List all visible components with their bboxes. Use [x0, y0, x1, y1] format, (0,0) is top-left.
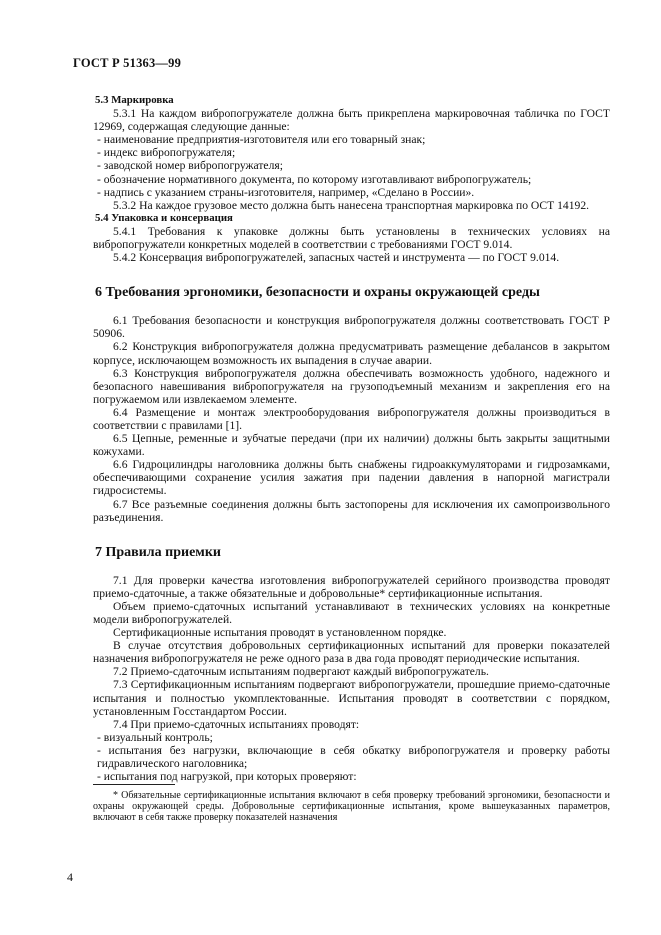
document-header: ГОСТ Р 51363—99 — [73, 56, 182, 70]
list-item: - испытания под нагрузкой, при которых проверяют: — [97, 770, 357, 784]
list-item: - заводской номер вибропогружателя; — [97, 159, 283, 173]
page-content — [93, 94, 610, 783]
list-item: - визуальный контроль; — [97, 730, 213, 744]
list-item: - индекс вибропогружателя; — [97, 146, 236, 160]
paragraph-7-4: 7.4 При приемо-сдаточных испытаниях проводят: — [113, 717, 360, 731]
footnote: * Обязательные сертификационные испытания включают в себя проверку требований эргономики, безопасности и охраны окружающей среды. Добровольные сертификационные испытания, кроме вышеуказанных параметров, включают в себя также проверку показателей назначения — [93, 790, 610, 824]
list-item: - надпись с указанием страны-изготовителя, например, «Сделано в России». — [97, 185, 475, 199]
paragraph-5-4-2: 5.4.2 Консервация вибропогружателей, запасных частей и инструмента — по ГОСТ 9.014. — [113, 251, 560, 265]
footnote-divider — [93, 784, 175, 785]
paragraph-5-3-1: 5.3.1 На каждом вибропогружателе должна быть прикреплена маркировочная табличка по ГОСТ 12969, содержащая следующие данные: — [93, 107, 610, 134]
paragraph-6-7: 6.7 Все разъемные соединения должны быть застопорены для исключения их самопроизвольного разъединения. — [93, 497, 610, 524]
paragraph-7-1-periodic: В случае отсутствия добровольных сертификационных испытаний для проверки показателей назначения вибропогружателя не реже одного раза в два года проводят периодические испытания. — [93, 639, 610, 666]
paragraph-7-3: 7.3 Сертификационным испытаниям подвергают вибропогружатели, прошедшие приемо-сдаточные испытания и полностью укомплектованные. Испытания проводят в соответствии с порядком, установленным Госстандартом России. — [93, 678, 610, 718]
list-item: - обозначение нормативного документа, по которому изготавливают вибропогружатель; — [97, 172, 532, 186]
paragraph-7-1-certification: Сертификационные испытания проводят в установленном порядке. — [113, 626, 447, 640]
section-5-3-title: 5.3 Маркировка — [95, 94, 174, 106]
paragraph-6-2: 6.2 Конструкция вибропогружателя должна предусматривать размещение дебалансов в закрытом корпусе, исключающем возможность их выпадения в случае аварии. — [93, 340, 610, 367]
list-item: - испытания без нагрузки, включающие в себя обкатку вибропогружателя и проверку работы гидравлического наголовника; — [97, 743, 610, 771]
paragraph-6-3: 6.3 Конструкция вибропогружателя должна обеспечивать возможность удобного, надежного и безопасного навешивания вибропогружателя на грузоподъемный механизм и закрепления его на погружаемом или извлекаемом элементе. — [93, 366, 610, 406]
paragraph-6-5: 6.5 Цепные, ременные и зубчатые передачи (при их наличии) должны быть закрыты защитными кожухами. — [93, 432, 610, 459]
paragraph-7-1: 7.1 Для проверки качества изготовления вибропогружателей серийного производства проводят приемо-сдаточные, а также обязательные и добровольные* сертификационные испытания. — [93, 573, 610, 600]
paragraph-6-6: 6.6 Гидроцилиндры наголовника должны быть снабжены гидроаккумуляторами и гидрозамками, обеспечивающими сохранение усилия зажатия при падении давления в напорной магистрали гидросистемы. — [93, 458, 610, 498]
section-6-heading: 6 Требования эргономики, безопасности и охраны окружающей среды — [95, 285, 540, 301]
paragraph-7-1-scope: Объем приемо-сдаточных испытаний устанавливают в технических условиях на конкретные модели вибропогружателей. — [93, 599, 610, 626]
paragraph-5-3-2: 5.3.2 На каждое грузовое место должна быть нанесена транспортная маркировка по ОСТ 14192. — [113, 198, 590, 212]
page-number: 4 — [67, 870, 73, 884]
paragraph-6-4: 6.4 Размещение и монтаж электрооборудования вибропогружателя должны производиться в соответствии с правилами [1]. — [93, 405, 610, 432]
paragraph-5-4-1: 5.4.1 Требования к упаковке должны быть установлены в технических условиях на вибропогружатели конкретных моделей в соответствии с требованиями ГОСТ 9.014. — [93, 224, 610, 252]
paragraph-7-2: 7.2 Приемо-сдаточным испытаниям подвергают каждый вибропогружатель. — [113, 665, 489, 679]
paragraph-6-1: 6.1 Требования безопасности и конструкция вибропогружателя должны соответствовать ГОСТ Р 50906. — [93, 314, 610, 341]
list-item: - наименование предприятия-изготовителя или его товарный знак; — [97, 133, 426, 147]
section-5-4-title: 5.4 Упаковка и консервация — [95, 211, 233, 224]
section-7-heading: 7 Правила приемки — [95, 544, 221, 560]
